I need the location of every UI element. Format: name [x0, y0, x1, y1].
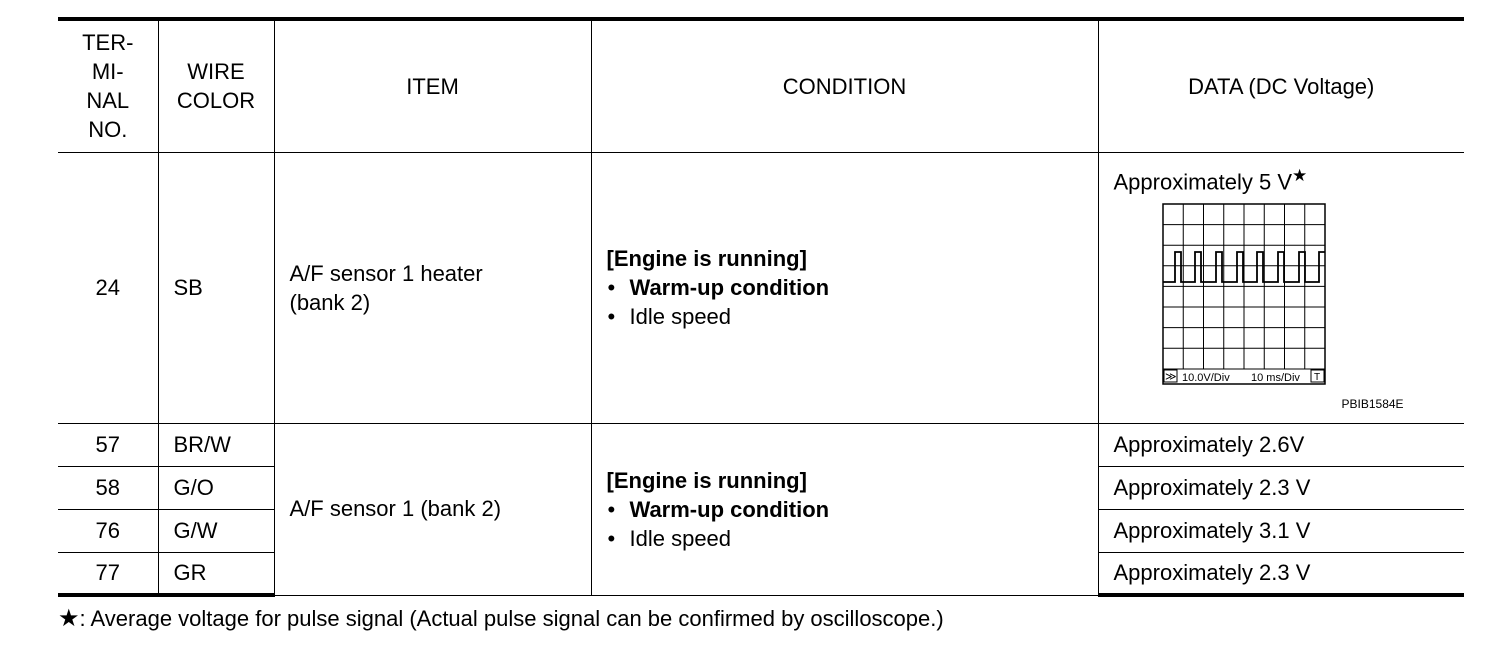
- terminal-cell: 57: [58, 423, 158, 466]
- terminal-cell: 77: [58, 552, 158, 595]
- data-cell: Approximately 2.3 V: [1098, 466, 1464, 509]
- header-terminal-no: TER- MI- NAL NO.: [58, 19, 158, 152]
- item-cell: A/F sensor 1 (bank 2): [274, 423, 591, 595]
- scope-left-marker: ≫: [1164, 369, 1177, 383]
- condition-bullet: • Idle speed: [607, 524, 1098, 553]
- header-row: [58, 19, 1464, 152]
- data-cell: Approximately 2.3 V: [1098, 552, 1464, 595]
- scope-time-div: 10 ms/Div: [1250, 371, 1300, 384]
- wire-color-cell: G/O: [158, 466, 274, 509]
- data-text: Approximately 5 V: [1113, 168, 1293, 194]
- oscilloscope-waveform: [1159, 201, 1329, 386]
- terminal-cell: 24: [58, 152, 158, 423]
- scope-grid: [1163, 204, 1325, 384]
- footnote: [58, 604, 944, 633]
- terminal-cell: 58: [58, 466, 158, 509]
- star-mark: ★: [1292, 165, 1308, 185]
- header-condition: CONDITION: [591, 19, 1098, 152]
- header-data: DATA (DC Voltage): [1098, 19, 1464, 152]
- wire-color-cell: G/W: [158, 509, 274, 552]
- data-cell: Approximately 3.1 V: [1098, 509, 1464, 552]
- header-item: ITEM: [274, 19, 591, 152]
- condition-cell: [591, 423, 1098, 595]
- condition-bullet: • Warm-up condition: [607, 273, 1098, 302]
- condition-bullet: • Warm-up condition: [607, 495, 1098, 524]
- figure-code: PBIB1584E: [1341, 396, 1404, 411]
- footnote-text: : Average voltage for pulse signal (Actual pulse signal can be confirmed by oscilloscope.): [79, 606, 944, 631]
- condition-heading: [Engine is running]: [606, 246, 807, 271]
- wire-color-cell: BR/W: [158, 423, 274, 466]
- condition-bullet: • Idle speed: [607, 302, 1098, 331]
- terminal-cell: 76: [58, 509, 158, 552]
- condition-heading: [Engine is running]: [606, 467, 807, 493]
- wire-color-cell: GR: [158, 552, 274, 595]
- scope-right-marker: T: [1313, 371, 1320, 383]
- scope-volt-div: 10.0V/Div: [1181, 371, 1230, 384]
- data-cell: [1098, 152, 1464, 423]
- data-value: [1114, 166, 1465, 195]
- item-cell: A/F sensor 1 heater (bank 2): [274, 152, 591, 423]
- condition-cell: [591, 152, 1098, 423]
- header-wire-color: WIRE COLOR: [158, 19, 274, 152]
- table-row: [58, 423, 1464, 466]
- footnote-star-mark: ★: [58, 605, 80, 632]
- wire-color-cell: SB: [158, 152, 274, 423]
- table-row: [58, 152, 1464, 423]
- terminal-spec-table: [58, 17, 1464, 597]
- data-cell: Approximately 2.6V: [1098, 423, 1464, 466]
